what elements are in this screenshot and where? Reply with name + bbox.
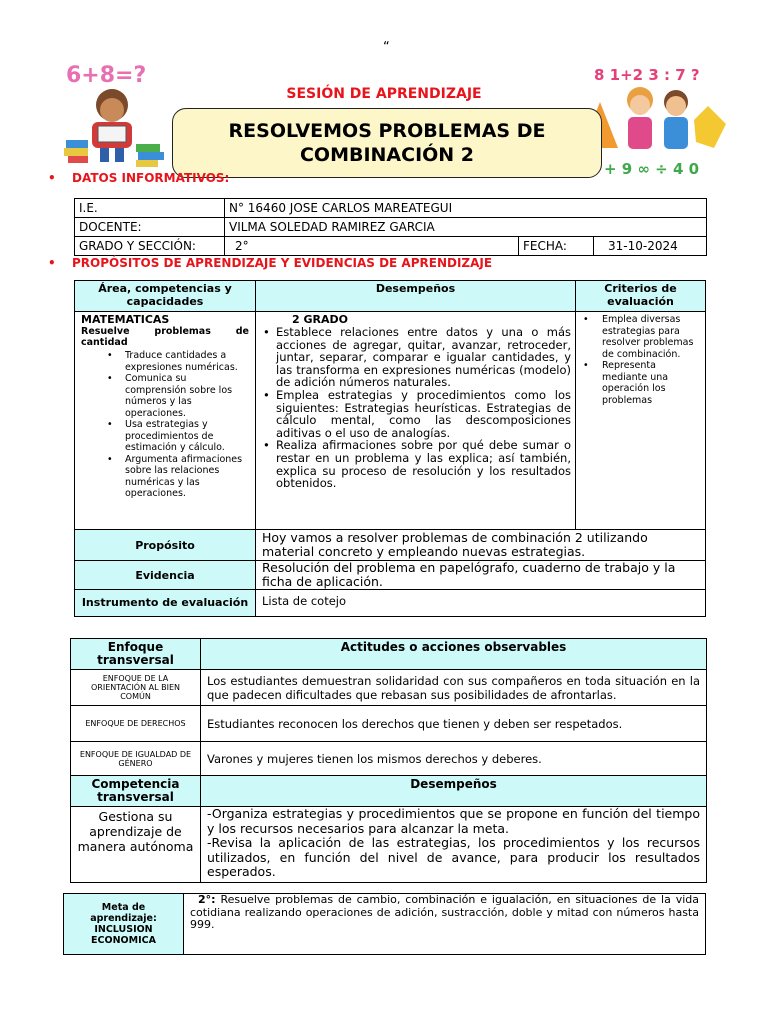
criterio-item: • Emplea diversas estrategias para resolver problemas de combinación. — [580, 314, 701, 360]
competencia-name: Gestiona su aprendizaje de manera autónoma — [71, 807, 201, 883]
criterios-list — [580, 314, 701, 406]
illustration-right-numbers-top: 8 1+2 3 : 7 ? — [594, 66, 700, 84]
fecha-value: 31-10-2024 — [594, 237, 707, 256]
capacity-item: • Comunica su comprensión sobre los números y las operaciones. — [81, 373, 249, 419]
enfoque-row — [71, 670, 707, 706]
competencia-desempenos-header: Desempeños — [201, 776, 707, 807]
enfoque-text: Estudiantes reconocen los derechos que tienen y deben ser respetados. — [201, 706, 707, 742]
actitudes-header: Actitudes o acciones observables — [201, 639, 707, 670]
col-criterios-header: Criterios de evaluación — [576, 281, 706, 312]
ie-value: N° 16460 JOSE CARLOS MAREATEGUI — [225, 199, 707, 218]
competencia-header: Competencia transversal — [71, 776, 201, 807]
enfoque-label: ENFOQUE DE DERECHOS — [71, 706, 201, 742]
meta-label: Meta de aprendizaje: INCLUSION ECONOMICA — [64, 894, 184, 955]
competence-name: Resuelve problemas de cantidad — [81, 326, 249, 348]
desempeno-item: • Emplea estrategias y procedimientos como los siguientes: Estrategias heurísticas. Estrategias de cálculo mental, como las descomposiciones aditivas o el uso de analogías. — [260, 389, 571, 439]
docente-value: VILMA SOLEDAD RAMIREZ GARCIA — [225, 218, 707, 237]
capacity-item: • Usa estrategias y procedimientos de estimación y cálculo. — [81, 419, 249, 454]
capacities-list — [81, 350, 249, 500]
capacity-item: • Traduce cantidades a expresiones numéricas. — [81, 350, 249, 373]
area-cell — [75, 312, 256, 530]
illustration-right-numbers-bottom: + 9 ∞ ÷ 4 0 — [604, 160, 700, 178]
purposes-content-row — [75, 312, 706, 530]
enfoque-label: ENFOQUE DE IGUALDAD DE GÉNERO — [71, 742, 201, 776]
section2-title: PROPÓSITOS DE APRENDIZAJE Y EVIDENCIAS DE APRENDIZAJE — [72, 256, 493, 270]
meta-grade-prefix: 2°: — [198, 893, 216, 906]
meta-row — [64, 894, 706, 955]
enfoques-table — [70, 638, 707, 883]
competencia-header-row — [71, 776, 707, 807]
grade-label: 2 GRADO — [292, 313, 348, 326]
desempeno-item: • Realiza afirmaciones sobre por qué debe sumar o restar en un problema y las explica; así también, explica su proceso de resolución y los resultados obtenidos. — [260, 439, 571, 489]
section1-title: DATOS INFORMATIVOS: — [72, 171, 230, 185]
desempeno-item: • Establece relaciones entre datos y una o más acciones de agregar, quitar, avanzar, retroceder, juntar, separar, comparar e igualar cantidades, y las transforma en expresiones numéricas (modelo) de adición números naturales. — [260, 326, 571, 389]
enfoque-row — [71, 742, 707, 776]
competencia-row — [71, 807, 707, 883]
evidencia-row — [75, 561, 706, 590]
proposito-label: Propósito — [75, 530, 256, 561]
grado-label: GRADO Y SECCIÓN: — [75, 237, 225, 256]
illustration-left-numbers: 6+8=? — [66, 63, 147, 88]
capacity-item: • Argumenta afirmaciones sobre las relaciones numéricas y las operaciones. — [81, 454, 249, 500]
docente-label: DOCENTE: — [75, 218, 225, 237]
proposito-value: Hoy vamos a resolver problemas de combinación 2 utilizando material concreto y empleando nuevas estrategias. — [256, 530, 706, 561]
info-row-ie — [75, 199, 707, 218]
criterios-cell — [576, 312, 706, 530]
info-table — [74, 198, 707, 256]
proposito-row — [75, 530, 706, 561]
evidencia-label: Evidencia — [75, 561, 256, 590]
fecha-label: FECHA: — [519, 237, 594, 256]
meta-text-cell — [184, 894, 706, 955]
session-title: SESIÓN DE APRENDIZAJE — [286, 86, 482, 102]
enfoque-text: Varones y mujeres tienen los mismos derechos y deberes. — [201, 742, 707, 776]
instrumento-row — [75, 590, 706, 617]
info-row-grado — [75, 237, 707, 256]
evidencia-value: Resolución del problema en papelógrafo, cuaderno de trabajo y la ficha de aplicación. — [256, 561, 706, 590]
section-propositos — [48, 256, 492, 270]
desempenos-cell — [256, 312, 576, 530]
section1-bullet: • — [48, 171, 56, 185]
section-datos-informativos — [48, 171, 229, 185]
competencia-desempenos — [201, 807, 707, 883]
main-title-line2: COMBINACIÓN 2 — [299, 144, 475, 166]
competencia-line1: -Organiza estrategias y procedimientos que se propone en función del tiempo y los recursos necesarios para alcanzar la meta. — [207, 806, 700, 836]
col-desempenos-header: Desempeños — [256, 281, 576, 312]
info-row-docente — [75, 218, 707, 237]
desempenos-list — [260, 326, 571, 490]
instrumento-label: Instrumento de evaluación — [75, 590, 256, 617]
instrumento-value: Lista de cotejo — [256, 590, 706, 617]
ie-label: I.E. — [75, 199, 225, 218]
main-title-box — [172, 108, 602, 178]
main-title-line1: RESOLVEMOS PROBLEMAS DE — [228, 120, 546, 142]
competencia-line2: -Revisa la aplicación de las estrategias, los procedimientos y los recursos utilizados, en función del nivel de avance, para producir los resultados esperados. — [207, 835, 700, 879]
kid-reading-illustration — [62, 60, 172, 170]
purposes-header-row — [75, 281, 706, 312]
area-name: MATEMATICAS — [81, 313, 170, 326]
enfoque-label: ENFOQUE DE LA ORIENTACIÓN AL BIEN COMÚN — [71, 670, 201, 706]
purposes-table — [74, 280, 706, 617]
section2-bullet: • — [48, 256, 56, 270]
meta-text: Resuelve problemas de cambio, combinación e igualación, en situaciones de la vida cotidiana realizando operaciones de adición, sustracción, doble y mitad con números hasta 999. — [190, 893, 699, 932]
enfoques-header-row — [71, 639, 707, 670]
enfoque-row — [71, 706, 707, 742]
criterio-item: • Representa mediante una operación los problemas — [580, 360, 701, 406]
grado-value: 2° — [225, 237, 519, 256]
meta-table — [63, 893, 706, 955]
enfoque-text: Los estudiantes demuestran solidaridad con sus compañeros en toda situación en la que padecen dificultades que rebasan sus posibilidades de afrontarlas. — [201, 670, 707, 706]
col-area-header: Área, competencias y capacidades — [75, 281, 256, 312]
enfoque-header: Enfoque transversal — [71, 639, 201, 670]
quote-mark: “ — [383, 40, 390, 55]
